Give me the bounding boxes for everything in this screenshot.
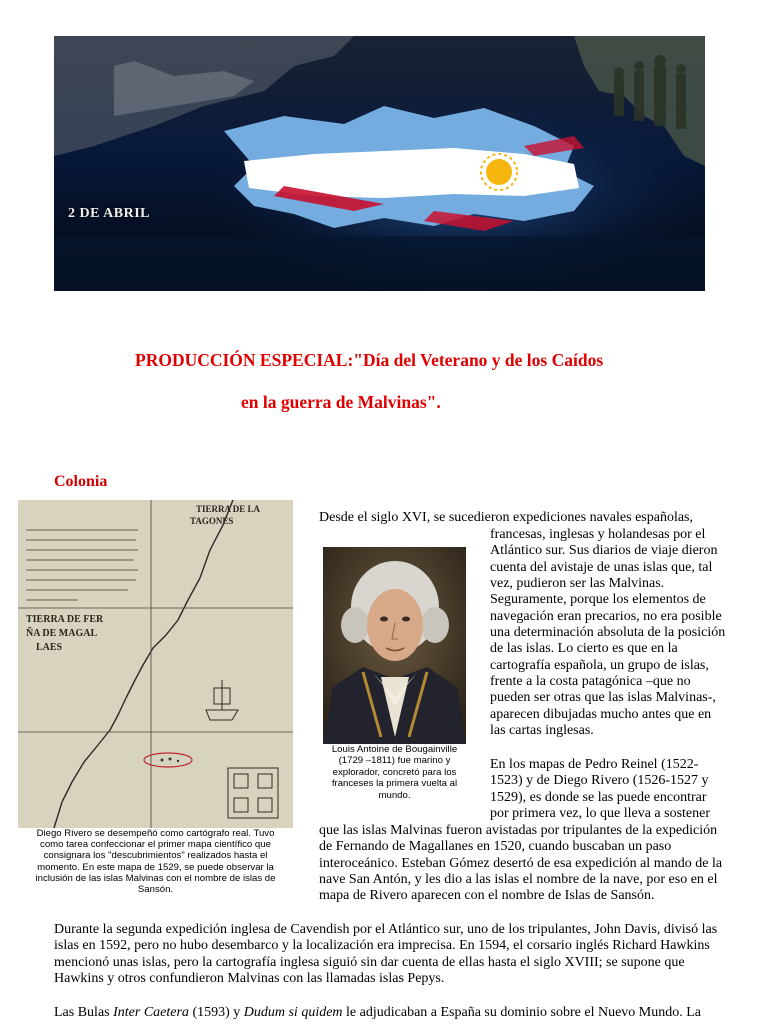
historic-map-image [18,500,293,828]
map-caption [18,828,293,895]
caption-line: momento. En este mapa de 1529, se puede observar la [37,861,274,873]
text-run: Las Bulas [54,1005,114,1020]
map-label: TIERRA DE FER [26,614,104,625]
section-heading: Colonia [54,473,108,490]
caption-line: consignara los "descubrimientos" realizados hasta el [43,850,268,862]
text-line: Desde el siglo XVI, se sucedieron expediciones navales españolas, [319,510,693,525]
text-line: pueden ser otras que las islas Malvinas-, [490,690,716,705]
banner-artwork [54,36,705,291]
text-line: por primera vez, lo que lleva a sostener [490,806,711,821]
map-label: TIERRA DE LA [196,504,261,514]
caption-line: como tarea confeccionar el primer mapa científico que [40,839,271,851]
text-line: Durante la segunda expedición inglesa de Cavendish por el Atlántico sur, uno de los tripulantes, John Davis, divisó las [54,922,718,937]
caption-line: (1729 –1811) fue marino y [338,755,451,767]
text-line: Seguramente, porque los elementos de [490,592,706,607]
text-run: le adjudicaban a España su dominio sobre el Nuevo Mundo. La [342,1005,702,1020]
text-line: islas en 1592, pero no hubo desembarco y la localización era imprecisa. En 1594, el corsario inglés Richard Hawkins [54,938,710,953]
italic-title: Dudum si quidem [243,1005,343,1020]
text-line: una determinación absoluta de la posición [490,625,726,640]
text-line: Atlántico sur. Sus diarios de viaje dieron [490,543,718,558]
text-line: Hawkins y otros confundieron Malvinas con las llamadas islas Pepys. [54,971,445,986]
banner-date-text: 2 DE ABRIL [68,206,151,221]
portrait-drawing [323,547,466,744]
page-title-line-1: PRODUCCIÓN ESPECIAL:"Día del Veterano y de los Caídos [135,350,604,370]
portrait-image [323,547,466,744]
text-line: 1523) y de Diego Rivero (1526-1527 y [490,773,709,788]
map-label: ÑA DE MAGAL [26,628,98,639]
caption-line: inclusión de las islas Malvinas con el nombre de islas de [35,872,276,884]
portrait-caption [323,744,466,801]
paragraph-bulas [54,1005,701,1021]
text-line: vez, pudieron ser las Malvinas. [490,576,665,591]
text-line: nave San Antón, y les dio a las islas el nombre de la nave, por eso en el [319,872,718,887]
text-line: mapa de Rivero aparecen con el nombre de Islas de Sansón. [319,888,655,903]
caption-line: explorador, concretó para los [332,766,457,778]
text-line: cuenta del avistaje de unas islas que, tal [490,560,713,575]
map-label: LAES [36,642,63,653]
text-line: navegación eran precarios, no era posible [490,609,722,624]
caption-line: Diego Rivero se desempeñó como cartógrafo real. Tuvo [36,828,275,839]
text-run: (1593) y [188,1005,244,1020]
text-line: frente a la costa patagónica –que no [490,674,691,689]
text-line: cartografía española, un grupo de islas, [490,658,709,673]
text-line: En los mapas de Pedro Reinel (1522- [490,757,699,772]
banner-image [54,36,705,291]
map-drawing [18,500,293,828]
caption-line: franceses la primera vuelta al [331,778,458,790]
text-line: las cartas inglesas. [490,723,594,738]
text-line: interoceánico. Esteban Gómez desertó de esa expedición al mando de la [319,856,723,871]
italic-title: Inter Caetera [113,1005,189,1020]
text-line: de Fernando de Magallanes en 1520, cuando buscaban un paso [319,839,672,854]
caption-line: Sansón. [137,884,174,896]
text-line: francesas, inglesas y holandesas por el [490,527,706,542]
text-line: que las islas Malvinas fueron avistadas por tripulantes de la expedición [319,823,718,838]
text-line: de las islas. Lo cierto es que en la [490,641,678,656]
text-line: 1529), es donde se las puede encontrar [490,790,707,805]
page-title-line-2: en la guerra de Malvinas". [241,392,441,412]
caption-line: Louis Antoine de Bougainville [331,744,458,755]
text-line: mencionó unas islas, pero la cartografía inglesa siguió sin dar cuenta de ellas hasta el siglo XVIII; se supone que [54,955,685,970]
text-line: aparecen dibujadas mucho antes que en [490,707,712,722]
map-label: TAGONES [190,516,234,526]
caption-line: mundo. [378,789,411,801]
